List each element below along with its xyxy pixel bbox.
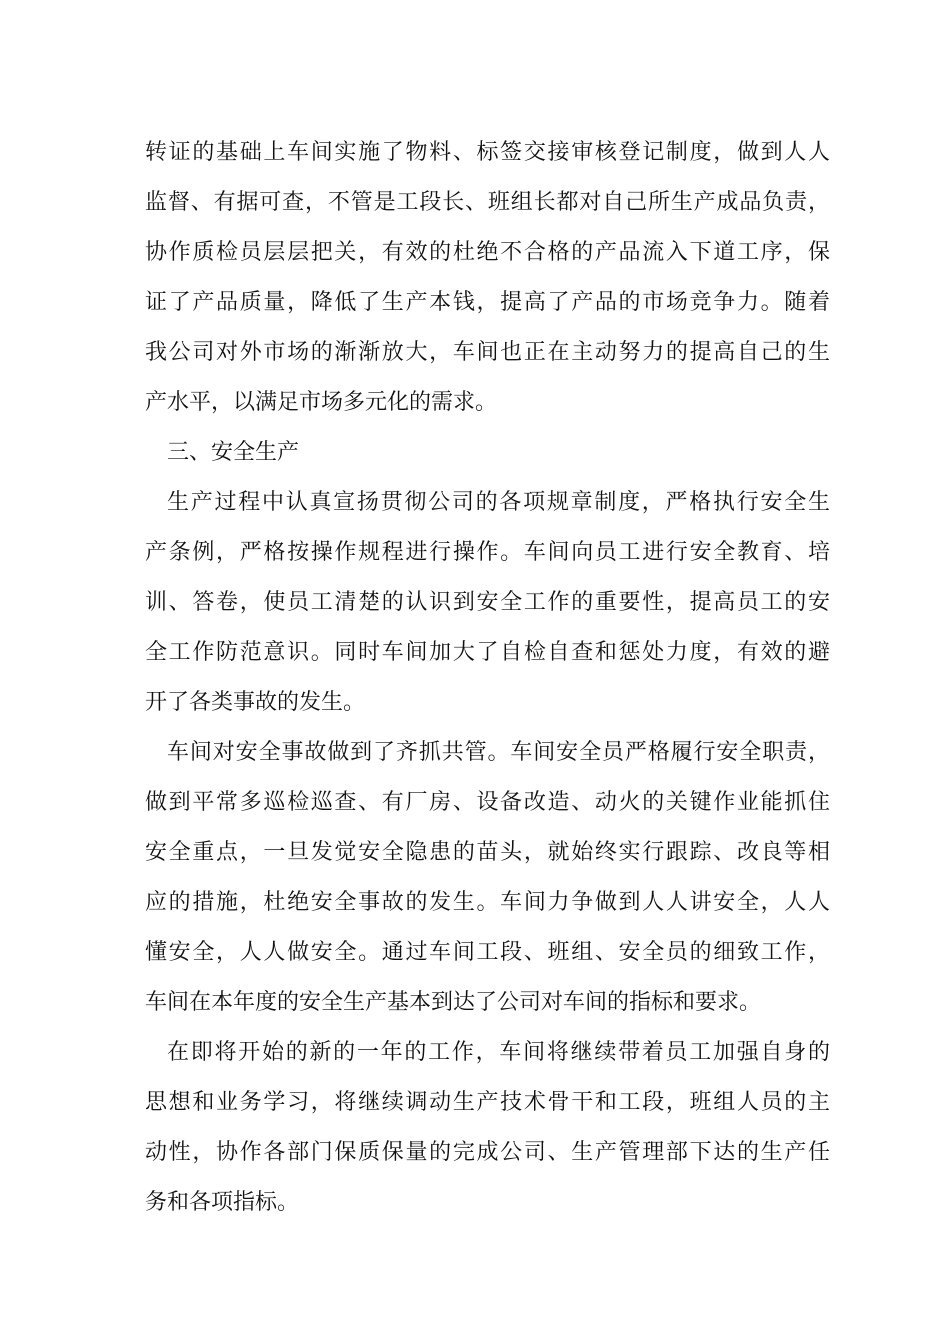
- text-line: 应的措施，杜绝安全事故的发生。车间力争做到人人讲安全，人人: [145, 890, 830, 915]
- text-line: 开了各类事故的发生。: [145, 690, 366, 715]
- text-line: 做到平常多巡检巡查、有厂房、设备改造、动火的关键作业能抓住: [145, 790, 830, 815]
- text-line: 安全重点，一旦发觉安全隐患的苗头，就始终实行跟踪、改良等相: [145, 840, 830, 865]
- text-line: 思想和业务学习，将继续调动生产技术骨干和工段，班组人员的主: [145, 1090, 830, 1115]
- text-line: 车间对安全事故做到了齐抓共管。车间安全员严格履行安全职责，: [167, 740, 830, 765]
- text-line: 训、答卷，使员工清楚的认识到安全工作的重要性，提高员工的安: [145, 590, 830, 615]
- text-line: 全工作防范意识。同时车间加大了自检自查和惩处力度，有效的避: [145, 640, 830, 665]
- text-line: 动性，协作各部门保质保量的完成公司、生产管理部下达的生产任: [145, 1140, 830, 1165]
- text-line: 懂安全，人人做安全。通过车间工段、班组、安全员的细致工作，: [145, 940, 830, 965]
- text-line: 我公司对外市场的渐渐放大，车间也正在主动努力的提高自己的生: [145, 340, 830, 365]
- text-line: 协作质检员层层把关，有效的杜绝不合格的产品流入下道工序，保: [145, 240, 830, 265]
- text-line: 务和各项指标。: [145, 1190, 300, 1215]
- text-line: 证了产品质量，降低了生产本钱，提高了产品的市场竞争力。随着: [145, 290, 830, 315]
- document-body: [145, 128, 830, 1228]
- text-line: 监督、有据可查，不管是工段长、班组长都对自己所生产成品负责，: [145, 190, 830, 215]
- text-line: 在即将开始的新的一年的工作，车间将继续带着员工加强自身的: [167, 1040, 830, 1065]
- text-line: 车间在本年度的安全生产基本到达了公司对车间的指标和要求。: [145, 990, 762, 1015]
- text-line: 产条例，严格按操作规程进行操作。车间向员工进行安全教育、培: [145, 540, 830, 565]
- text-line: 转证的基础上车间实施了物料、标签交接审核登记制度，做到人人: [145, 140, 830, 165]
- text-line: 生产过程中认真宣扬贯彻公司的各项规章制度，严格执行安全生: [167, 490, 830, 515]
- section-heading: 三、安全生产: [167, 440, 300, 465]
- text-line: 产水平，以满足市场多元化的需求。: [145, 390, 498, 415]
